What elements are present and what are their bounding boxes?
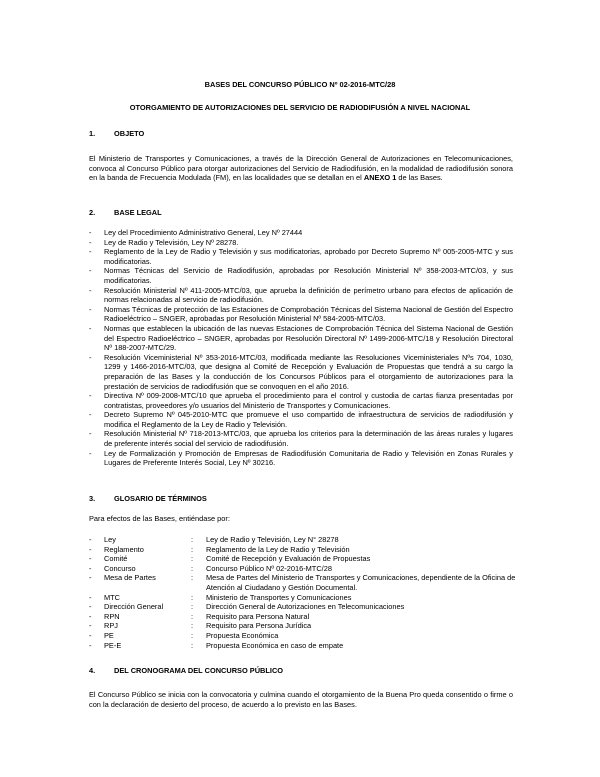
item-text: Ley del Procedimiento Administrativo General, Ley Nº 27444 [104,228,303,237]
glossary-row [89,593,519,603]
bullet-dash: - [89,640,92,650]
bullet-dash: - [89,630,92,640]
glossary-term: PE [104,630,114,640]
list-item [89,324,513,353]
bullet-dash: - [89,592,92,602]
glossary-colon: : [191,611,194,621]
glossary-row [89,641,519,651]
bullet-dash: - [89,535,92,544]
item-text: Decreto Supremo Nº 045-2010-MTC que promueve el uso compartido de infraestructura de servicios de radiodifusión y modifica el Reglamento de la Ley de Radio y Televisión. [104,410,513,429]
list-item [89,247,513,266]
glossary-term: MTC [104,592,121,602]
list-item [89,391,513,410]
glossary-term: Comité [104,554,128,564]
section-objeto-text [89,154,513,183]
section-cronograma-text: El Concurso Público se inicia con la convocatoria y culmina cuando el otorgamiento de la Buena Pro queda consentido o firme o con la declaración de desierto del proceso, de acuerdo a lo previsto en las Bases. [89,690,513,709]
bullet-dash: - [89,323,92,333]
bullet-dash: - [89,544,92,554]
glossary-row [89,573,519,592]
bullet-dash: - [89,554,92,564]
section-title: DEL CRONOGRAMA DEL CONCURSO PÚBLICO [114,666,284,675]
glossary-colon: : [191,573,194,583]
bullet-dash: - [89,266,92,276]
bullet-dash: - [89,285,92,295]
glossary-row [89,564,519,574]
glossary-colon: : [191,630,194,640]
glossary-colon: : [191,640,194,650]
glossary-definition: Ley de Radio y Televisión, Ley N° 28278 [206,535,339,544]
document-subtitle: OTORGAMIENTO DE AUTORIZACIONES DEL SERVICIO DE RADIODIFUSIÓN A NIVEL NACIONAL [129,103,471,112]
bullet-dash: - [89,352,92,362]
item-text: Resolución Viceministerial Nº 353-2016-MTC/03, modificada mediante las Resoluciones Viceministeriales Nºs 704, 1030, 1299 y 1466-2016-MTC/03, que designa al Comité de Recepción y Evaluación de Propuestas que tendrá a su cargo la preparación de las Bases y la conducción de los Concursos Públicos para el otorgamiento de autorizaciones para la prestación de servicios de radiodifusión que se convoquen en el año 2016. [104,352,513,391]
list-item [89,353,513,391]
glossary-term: RPN [104,611,120,621]
glossary-term: PE-E [104,640,122,650]
item-text: Normas Técnicas de protección de las Estaciones de Comprobación Técnicas del Sistema Nacional de Gestión del Espectro Radioeléctrico – SNGER, aprobadas por Resolución Ministerial Nº 584-2005-MTC/03. [104,304,513,324]
section-number: 4. [89,666,96,675]
glossary-definition: Comité de Recepción y Evaluación de Propuestas [206,554,371,564]
section-glosario-heading [89,494,489,504]
item-text: Normas Técnicas del Servicio de Radiodifusión, aprobadas por Resolución Ministerial Nº 358-2003-MTC/03, y sus modificatorias. [104,266,513,285]
bullet-dash: - [89,621,92,631]
glossary-colon: : [191,621,194,631]
glossary-row [89,612,519,622]
glossary-definition: Propuesta Económica en caso de empate [206,640,344,650]
glossary-colon: : [191,563,194,573]
glossary-term: Mesa de Partes [104,573,156,583]
glossary-row [89,602,519,612]
glossary-colon: : [191,592,194,602]
document-title: BASES DEL CONCURSO PÚBLICO Nº 02-2016-MTC/28 [204,80,396,89]
item-text: Ley de Radio y Televisión, Ley Nº 28278. [104,237,239,247]
glossary-definition: Requisito para Persona Jurídica [206,621,312,631]
objeto-text-start: El Ministerio de Transportes y Comunicaciones, a través de la Dirección General de Autorizaciones en Telecomunicaciones, convoca al Concurso Público para otorgar autorizaciones del Servicio de Radiodifusión, en la modalidad de radiodifusión sonora en la banda de Frecuencia Modulada (FM), en las localidades que se detallan en el [89,154,513,183]
glossary-list [89,535,519,650]
section-number: 1. [89,129,96,138]
glossary-term: Ley [104,535,116,544]
glossary-term: Reglamento [104,544,144,554]
glossary-colon: : [191,535,194,544]
item-text: Reglamento de la Ley de Radio y Televisión y sus modificatorias, aprobado por Decreto Supremo Nº 005-2005-MTC y sus modificatorias. [104,247,513,266]
bullet-dash: - [89,448,92,458]
section-cronograma-heading [89,666,489,676]
glossary-definition: Propuesta Económica [206,630,279,640]
glossary-row [89,631,519,641]
glossary-row [89,621,519,631]
list-item [89,410,513,429]
objeto-text-end: de las Bases. [396,173,443,183]
list-item [89,238,513,248]
glossary-row [89,554,519,564]
bullet-dash: - [89,304,92,314]
item-text: Normas que establecen la ubicación de las nuevas Estaciones de Comprobación Técnica del Sistema Nacional de Gestión del Espectro Radioeléctrico – SNGER, aprobadas por Resolución Directoral Nº 1499-2006-MTC/18 y Resolución Directoral Nº 188-2007-MTC/29. [104,323,513,353]
base-legal-list [89,228,513,468]
bullet-dash: - [89,602,92,612]
objeto-annex-ref: ANEXO 1 [363,173,397,183]
bullet-dash: - [89,247,92,257]
bullet-dash: - [89,429,92,439]
glossary-definition: Requisito para Persona Natural [206,611,310,621]
section-title: GLOSARIO DE TÉRMINOS [114,494,207,503]
glossary-definition: Ministerio de Transportes y Comunicaciones [206,592,352,602]
section-number: 2. [89,208,96,217]
item-text: Directiva Nº 009-2008-MTC/10 que aprueba el procedimiento para el control y custodia de cartas fianza presentadas por contratistas, proveedores y/o usuarios del Ministerio de Transportes y Comunicaciones. [104,391,513,410]
glossary-term: Dirección General [104,602,164,612]
section-objeto-heading [89,129,489,139]
glossary-term: RPJ [104,621,118,631]
list-item [89,429,513,448]
glosario-intro: Para efectos de las Bases, entiéndase por: [89,514,230,523]
list-item [89,228,513,238]
glossary-definition: Mesa de Partes del Ministerio de Transportes y Comunicaciones, dependiente de la Oficina de Atención al Ciudadano y Gestión Documental. [206,573,516,592]
list-item [89,266,513,285]
glossary-term: Concurso [104,563,136,573]
glossary-colon: : [191,554,194,564]
list-item [89,305,513,324]
section-number: 3. [89,494,96,503]
glossary-definition: Concurso Público Nº 02-2016-MTC/28 [206,563,332,573]
bullet-dash: - [89,391,92,401]
bullet-dash: - [89,611,92,621]
glossary-colon: : [191,602,194,612]
bullet-dash: - [89,237,92,247]
section-base-legal-heading [89,208,489,218]
glossary-row [89,535,519,545]
bullet-dash: - [89,410,92,420]
list-item [89,449,513,468]
list-item [89,286,513,305]
glossary-row [89,545,519,555]
bullet-dash: - [89,573,92,583]
bullet-dash: - [89,563,92,573]
bullet-dash: - [89,228,92,237]
section-title: BASE LEGAL [114,208,162,217]
item-text: Ley de Formalización y Promoción de Empresas de Radiodifusión Comunitaria de Radio y Televisión en Zonas Rurales y Lugares de Preferente Interés Social, Ley Nº 30216. [104,448,513,468]
glossary-colon: : [191,544,194,554]
section-title: OBJETO [114,129,145,138]
glossary-definition: Dirección General de Autorizaciones en Telecomunicaciones [206,602,405,612]
item-text: Resolución Ministerial Nº 718-2013-MTC/03, que aprueba los criterios para la determinación de las áreas rurales y lugares de preferente interés social del servicio de radiodifusión. [104,429,513,449]
glossary-definition: Reglamento de la Ley de Radio y Televisión [206,544,350,554]
item-text: Resolución Ministerial Nº 411-2005-MTC/03, que aprueba la definición de perímetro urbano para efectos de aplicación de normas relacionadas al servicio de radiodifusión. [104,285,513,305]
